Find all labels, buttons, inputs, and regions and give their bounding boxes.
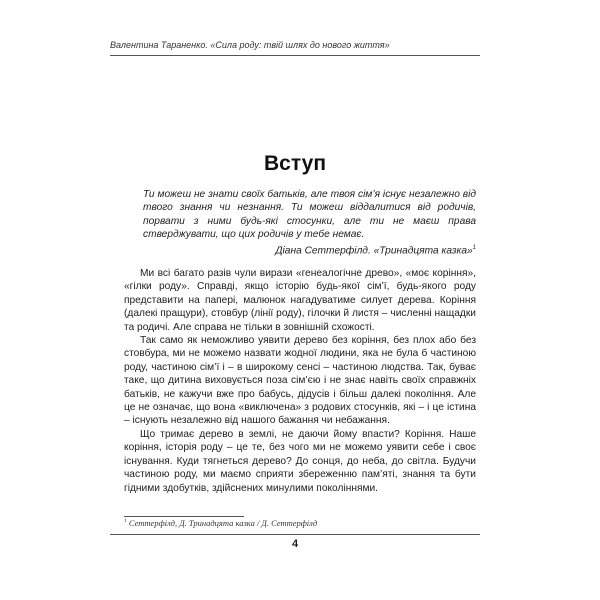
footnote-text: Сеттерфілд, Д. Тринадцята казка / Д. Сеттерфілд: [128, 518, 318, 528]
footnote: [124, 518, 476, 528]
epigraph-attribution-text: Діана Сеттерфілд. «Тринадцята казка»: [275, 245, 473, 257]
footnote-rule: [124, 516, 244, 517]
chapter-title: Вступ: [263, 152, 326, 175]
footnote-reference: 1: [472, 244, 476, 251]
epigraph-attribution: [143, 242, 476, 258]
footnote-marker: 1: [124, 518, 127, 525]
body-paragraph-1: Ми всі багато разів чули вирази «генеалогічне древо», «моє коріння», «гілки роду». Справді, якщо історію будь-якої сім’ї, будь-якого роду представити на папері, малюнок нагадуватиме силует дерева. Коріння (далекі пращури), стовбур (лінії роду), гілочки й листя – численні нащадки та родичі. Але справа не тільки в зовнішній схожості.: [124, 268, 476, 333]
body-paragraph-3: Що тримає дерево в землі, не даючи йому впасти? Коріння. Наше коріння, історія роду – це те, без чого ми не можемо уявити себе і своє існування. Куди тягнеться дерево? До сонця, до неба, до світла. Будучи частиною роду, ми маємо сприяти збереженню пам’яті, знання та бути гідними здобутків, здійснених минулими поколіннями.: [124, 428, 476, 494]
epigraph-text: Ти можеш не знати своїх батьків, але твоя сім’я існує незалежно від твого знання чи незнання. Ти можеш віддалитися від родичів, порвати з ними будь-які стосунки, але ти не маєш права стверджувати, що цих родичів у тебе немає.: [143, 189, 476, 241]
epigraph: [143, 188, 476, 257]
running-header: Валентина Тараненко. «Сила роду: твій шлях до нового життя»: [110, 40, 390, 50]
header-rule: [110, 55, 480, 56]
body-text: [124, 267, 476, 495]
body-paragraph-2: Так само як неможливо уявити дерево без коріння, без плох або без стовбура, ми не можемо назвати жодної людини, яка не була б частиною роду, частиною сім’ї і – в широкому сенсі – частиною людства. Так, буває таке, що дитина виховується поза сім’єю і не знає навіть своїх справжніх батьків, не кажучи вже про бабусь, дідусів і більш далекі покоління. Але це не означає, що вона «виключена» з родових стосунків, які – і це істина – існують незалежно від нашого бажання чи небажання.: [124, 335, 476, 427]
page-number: 4: [291, 538, 299, 550]
footer-rule: [110, 534, 480, 535]
